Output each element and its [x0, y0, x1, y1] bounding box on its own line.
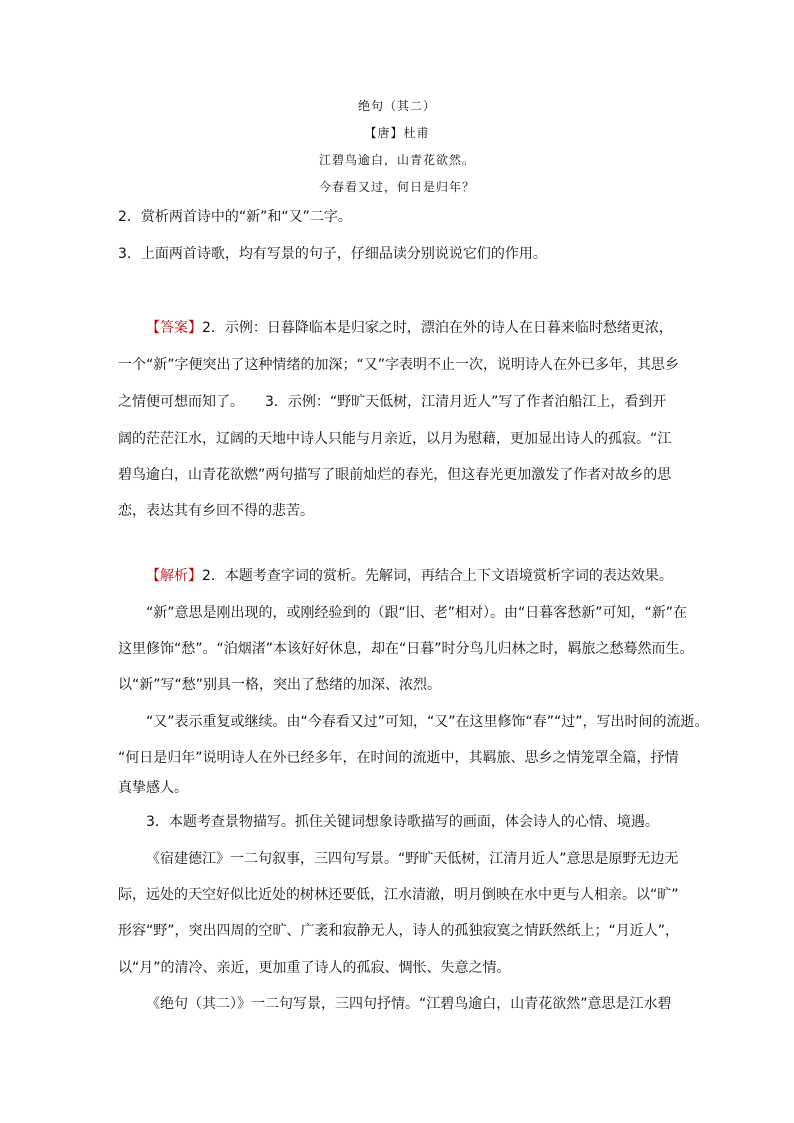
- poem-line-1: 江碧鸟逾白，山青花欲然。: [318, 153, 475, 167]
- poem-author: [0, 124, 794, 141]
- analysis-line-3: 这里修饰“愁”。“泊烟渚”本该好好休息，却在“日暮”时分鸟儿归林之时，羁旅之愁蓦然而生。: [118, 641, 694, 657]
- answer-line-2: 一个“新”字便突出了这种情绪的加深；“又”字表明不止一次，说明诗人在外已多年，其思乡: [118, 357, 680, 373]
- answer-label: 【答案】: [146, 320, 202, 336]
- analysis-line-6: “何日是归年”说明诗人在外已经多年，在时间的流逝中，其羁旅、思乡之情笼罩全篇，抒情: [118, 750, 679, 766]
- analysis-line-10: 际，远处的天空好似比近处的树林还要低，江水清澈，明月倒映在水中更与人相亲。以“旷”: [118, 887, 679, 903]
- analysis-label: 【解析】: [146, 568, 202, 584]
- answer-line-3: 之情便可想而知了。 3．示例：“野旷天低树，江清月近人”写了作者泊船江上，看到开: [118, 394, 667, 410]
- poem-line-2: 今春看又过，何日是归年？: [318, 180, 475, 194]
- analysis-line-4: 以“新”写“愁”别具一格，突出了愁绪的加深、浓烈。: [118, 677, 442, 693]
- question-3: 3．上面两首诗歌，均有写景的句子，仔细品读分别说说它们的作用。: [118, 246, 547, 262]
- analysis-line-1: [146, 566, 673, 586]
- analysis-line-11: 形容“野”，突出四周的空旷、广袤和寂静无人，诗人的孤独寂寞之情跃然纸上；“月近人”，: [118, 923, 680, 939]
- analysis-text: 2．本题考查字词的赏析。先解词，再结合上下文语境赏析字词的表达效果。: [202, 568, 673, 584]
- answer-line-4: 阔的茫茫江水，辽阔的天地中诗人只能与月亲近，以月为慰藉，更加显出诗人的孤寂。“江: [118, 431, 672, 447]
- analysis-line-8: 3．本题考查景物描写。抓住关键词想象诗歌描写的画面，体会诗人的心情、境遇。: [146, 814, 659, 830]
- answer-text: 2．示例：日暮降临本是归家之时，漂泊在外的诗人在日暮来临时愁绪更浓，: [202, 320, 673, 336]
- analysis-line-7: 真挚感人。: [118, 780, 188, 796]
- answer-line-6: 恋，表达其有乡回不得的悲苦。: [118, 503, 314, 519]
- analysis-line-2: “新”意思是刚出现的，或刚经验到的（跟“旧、老”相对）。由“日暮客愁新”可知，“新”在: [146, 605, 688, 621]
- analysis-line-5: “又”表示重复或继续。由“今春看又过”可知，“又”在这里修饰“春”“过”，写出时间的流逝。: [146, 714, 709, 730]
- analysis-line-12: 以“月”的清冷、亲近，更加重了诗人的孤寂、惆怅、失意之情。: [118, 960, 511, 976]
- analysis-line-13: 《绝句（其二）》一二句写景，三四句抒情。“江碧鸟逾白，山青花欲然”意思是江水碧: [146, 996, 672, 1012]
- poem-author-name: 杜甫: [403, 126, 430, 140]
- poem-title: 绝句（其二）: [357, 99, 436, 113]
- poem-dynasty: 【唐】: [364, 126, 404, 140]
- question-2: 2．赏析两首诗中的“新”和“又”二字。: [118, 209, 352, 225]
- answer-line-1: [146, 318, 673, 338]
- answer-line-5: 碧鸟逾白，山青花欲燃”两句描写了眼前灿烂的春光，但这春光更加激发了作者对故乡的思: [118, 467, 672, 483]
- analysis-line-9: 《宿建德江》一二句叙事，三四句写景。“野旷天低树，江清月近人”意思是原野无边无: [146, 851, 679, 867]
